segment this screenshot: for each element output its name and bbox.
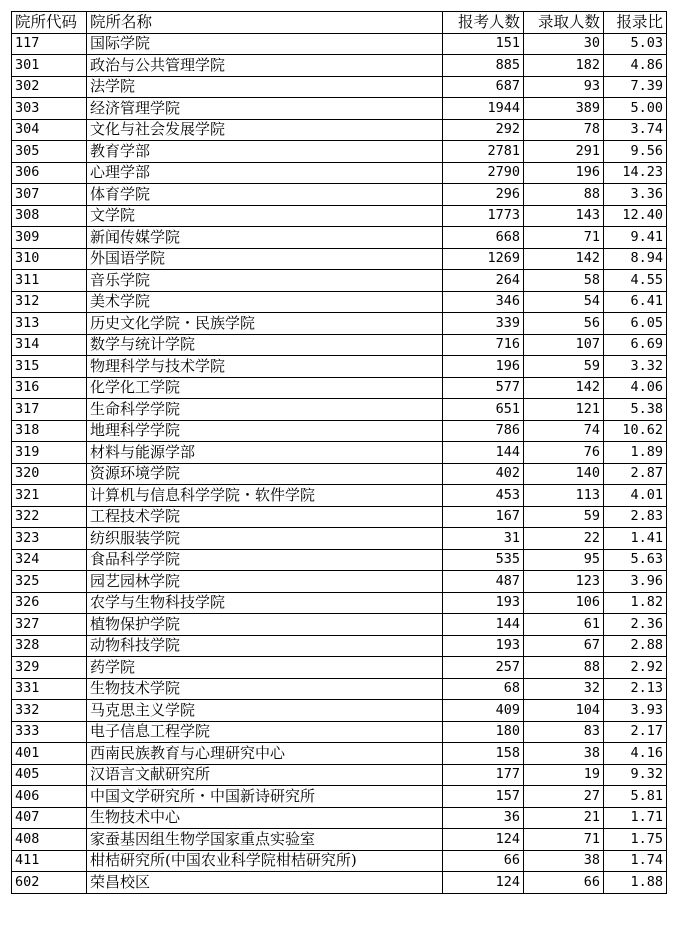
cell-admitted: 67 (524, 635, 604, 657)
table-row (12, 506, 667, 528)
cell-ratio: 3.96 (604, 571, 667, 593)
cell-admitted: 88 (524, 184, 604, 206)
cell-applicants: 144 (443, 614, 524, 636)
cell-ratio: 6.41 (604, 291, 667, 313)
cell-code: 317 (12, 399, 87, 421)
cell-code: 320 (12, 463, 87, 485)
cell-applicants: 2781 (443, 141, 524, 163)
cell-code: 325 (12, 571, 87, 593)
header-code: 院所代码 (12, 12, 87, 34)
cell-ratio: 2.83 (604, 506, 667, 528)
cell-applicants: 487 (443, 571, 524, 593)
cell-code: 305 (12, 141, 87, 163)
cell-ratio: 6.69 (604, 334, 667, 356)
cell-code: 302 (12, 76, 87, 98)
cell-code: 321 (12, 485, 87, 507)
cell-name: 文化与社会发展学院 (87, 119, 443, 141)
table-row (12, 485, 667, 507)
cell-name: 数学与统计学院 (87, 334, 443, 356)
cell-admitted: 291 (524, 141, 604, 163)
cell-code: 311 (12, 270, 87, 292)
table-row (12, 33, 667, 55)
table-row (12, 614, 667, 636)
cell-ratio: 9.32 (604, 764, 667, 786)
cell-code: 411 (12, 850, 87, 872)
table-row (12, 184, 667, 206)
cell-ratio: 2.17 (604, 721, 667, 743)
cell-applicants: 1773 (443, 205, 524, 227)
table-row (12, 399, 667, 421)
cell-code: 324 (12, 549, 87, 571)
table-row (12, 721, 667, 743)
cell-code: 308 (12, 205, 87, 227)
cell-name: 政治与公共管理学院 (87, 55, 443, 77)
cell-name: 园艺园林学院 (87, 571, 443, 593)
cell-code: 401 (12, 743, 87, 765)
table-row (12, 248, 667, 270)
cell-code: 303 (12, 98, 87, 120)
cell-admitted: 104 (524, 700, 604, 722)
table-row (12, 334, 667, 356)
table-row (12, 743, 667, 765)
cell-admitted: 142 (524, 377, 604, 399)
cell-admitted: 71 (524, 227, 604, 249)
cell-applicants: 193 (443, 592, 524, 614)
cell-applicants: 651 (443, 399, 524, 421)
cell-code: 408 (12, 829, 87, 851)
cell-applicants: 346 (443, 291, 524, 313)
cell-code: 318 (12, 420, 87, 442)
cell-code: 602 (12, 872, 87, 894)
cell-code: 332 (12, 700, 87, 722)
cell-ratio: 1.89 (604, 442, 667, 464)
cell-applicants: 167 (443, 506, 524, 528)
table-row (12, 786, 667, 808)
cell-name: 计算机与信息科学学院・软件学院 (87, 485, 443, 507)
cell-admitted: 196 (524, 162, 604, 184)
cell-admitted: 78 (524, 119, 604, 141)
header-row (12, 12, 667, 34)
cell-name: 心理学部 (87, 162, 443, 184)
cell-applicants: 264 (443, 270, 524, 292)
cell-applicants: 1944 (443, 98, 524, 120)
admissions-table (11, 11, 667, 894)
cell-code: 329 (12, 657, 87, 679)
cell-code: 316 (12, 377, 87, 399)
cell-admitted: 71 (524, 829, 604, 851)
cell-ratio: 3.74 (604, 119, 667, 141)
header-ratio: 报录比 (604, 12, 667, 34)
cell-applicants: 339 (443, 313, 524, 335)
cell-code: 306 (12, 162, 87, 184)
cell-admitted: 54 (524, 291, 604, 313)
cell-applicants: 151 (443, 33, 524, 55)
cell-name: 农学与生物科技学院 (87, 592, 443, 614)
table-row (12, 98, 667, 120)
cell-admitted: 74 (524, 420, 604, 442)
cell-name: 马克思主义学院 (87, 700, 443, 722)
cell-ratio: 5.63 (604, 549, 667, 571)
cell-ratio: 2.87 (604, 463, 667, 485)
cell-ratio: 1.41 (604, 528, 667, 550)
cell-name: 生命科学学院 (87, 399, 443, 421)
cell-ratio: 4.06 (604, 377, 667, 399)
cell-name: 新闻传媒学院 (87, 227, 443, 249)
cell-name: 纺织服装学院 (87, 528, 443, 550)
cell-name: 西南民族教育与心理研究中心 (87, 743, 443, 765)
cell-code: 309 (12, 227, 87, 249)
cell-ratio: 9.41 (604, 227, 667, 249)
cell-admitted: 83 (524, 721, 604, 743)
cell-ratio: 3.36 (604, 184, 667, 206)
cell-admitted: 61 (524, 614, 604, 636)
cell-admitted: 113 (524, 485, 604, 507)
cell-ratio: 4.55 (604, 270, 667, 292)
cell-admitted: 21 (524, 807, 604, 829)
cell-admitted: 106 (524, 592, 604, 614)
cell-ratio: 9.56 (604, 141, 667, 163)
table-row (12, 205, 667, 227)
cell-name: 美术学院 (87, 291, 443, 313)
cell-code: 117 (12, 33, 87, 55)
cell-applicants: 36 (443, 807, 524, 829)
cell-applicants: 158 (443, 743, 524, 765)
cell-code: 313 (12, 313, 87, 335)
cell-applicants: 124 (443, 829, 524, 851)
cell-code: 328 (12, 635, 87, 657)
table-row (12, 764, 667, 786)
cell-admitted: 27 (524, 786, 604, 808)
table-row (12, 442, 667, 464)
cell-applicants: 66 (443, 850, 524, 872)
cell-ratio: 2.13 (604, 678, 667, 700)
cell-name: 中国文学研究所・中国新诗研究所 (87, 786, 443, 808)
cell-name: 地理科学学院 (87, 420, 443, 442)
cell-applicants: 157 (443, 786, 524, 808)
cell-code: 406 (12, 786, 87, 808)
cell-applicants: 124 (443, 872, 524, 894)
table-row (12, 829, 667, 851)
header-name: 院所名称 (87, 12, 443, 34)
cell-applicants: 786 (443, 420, 524, 442)
cell-name: 音乐学院 (87, 270, 443, 292)
cell-name: 外国语学院 (87, 248, 443, 270)
cell-admitted: 66 (524, 872, 604, 894)
cell-applicants: 535 (443, 549, 524, 571)
cell-name: 汉语言文献研究所 (87, 764, 443, 786)
cell-admitted: 19 (524, 764, 604, 786)
table-row (12, 872, 667, 894)
cell-name: 国际学院 (87, 33, 443, 55)
cell-admitted: 88 (524, 657, 604, 679)
table-row (12, 528, 667, 550)
cell-ratio: 1.88 (604, 872, 667, 894)
table-row (12, 141, 667, 163)
cell-name: 文学院 (87, 205, 443, 227)
cell-ratio: 14.23 (604, 162, 667, 184)
cell-applicants: 292 (443, 119, 524, 141)
table-row (12, 635, 667, 657)
cell-admitted: 182 (524, 55, 604, 77)
cell-ratio: 4.16 (604, 743, 667, 765)
cell-admitted: 58 (524, 270, 604, 292)
cell-applicants: 668 (443, 227, 524, 249)
cell-admitted: 140 (524, 463, 604, 485)
cell-name: 经济管理学院 (87, 98, 443, 120)
cell-applicants: 453 (443, 485, 524, 507)
table-row (12, 850, 667, 872)
cell-ratio: 2.92 (604, 657, 667, 679)
cell-admitted: 93 (524, 76, 604, 98)
cell-code: 315 (12, 356, 87, 378)
cell-ratio: 1.82 (604, 592, 667, 614)
cell-code: 331 (12, 678, 87, 700)
cell-applicants: 193 (443, 635, 524, 657)
cell-admitted: 143 (524, 205, 604, 227)
cell-admitted: 107 (524, 334, 604, 356)
cell-admitted: 30 (524, 33, 604, 55)
table-row (12, 571, 667, 593)
cell-admitted: 95 (524, 549, 604, 571)
cell-applicants: 716 (443, 334, 524, 356)
cell-applicants: 296 (443, 184, 524, 206)
cell-code: 333 (12, 721, 87, 743)
cell-admitted: 22 (524, 528, 604, 550)
table-row (12, 162, 667, 184)
table-row (12, 377, 667, 399)
table-row (12, 119, 667, 141)
table-row (12, 270, 667, 292)
cell-ratio: 12.40 (604, 205, 667, 227)
cell-ratio: 4.86 (604, 55, 667, 77)
cell-ratio: 2.88 (604, 635, 667, 657)
cell-name: 生物技术学院 (87, 678, 443, 700)
cell-ratio: 7.39 (604, 76, 667, 98)
table-row (12, 420, 667, 442)
cell-applicants: 144 (443, 442, 524, 464)
cell-applicants: 257 (443, 657, 524, 679)
cell-applicants: 1269 (443, 248, 524, 270)
cell-name: 植物保护学院 (87, 614, 443, 636)
cell-ratio: 8.94 (604, 248, 667, 270)
cell-admitted: 121 (524, 399, 604, 421)
cell-code: 405 (12, 764, 87, 786)
header-admitted: 录取人数 (524, 12, 604, 34)
cell-name: 生物技术中心 (87, 807, 443, 829)
cell-applicants: 31 (443, 528, 524, 550)
cell-code: 312 (12, 291, 87, 313)
cell-name: 教育学部 (87, 141, 443, 163)
cell-code: 314 (12, 334, 87, 356)
cell-code: 327 (12, 614, 87, 636)
cell-ratio: 1.75 (604, 829, 667, 851)
cell-ratio: 5.00 (604, 98, 667, 120)
cell-name: 家蚕基因组生物学国家重点实验室 (87, 829, 443, 851)
table-row (12, 227, 667, 249)
table-row (12, 678, 667, 700)
cell-name: 电子信息工程学院 (87, 721, 443, 743)
cell-ratio: 1.71 (604, 807, 667, 829)
table-row (12, 313, 667, 335)
cell-applicants: 177 (443, 764, 524, 786)
cell-name: 物理科学与技术学院 (87, 356, 443, 378)
cell-name: 动物科技学院 (87, 635, 443, 657)
table-row (12, 76, 667, 98)
table-row (12, 463, 667, 485)
cell-ratio: 3.32 (604, 356, 667, 378)
cell-code: 323 (12, 528, 87, 550)
cell-code: 326 (12, 592, 87, 614)
table-row (12, 356, 667, 378)
table-row (12, 700, 667, 722)
cell-ratio: 6.05 (604, 313, 667, 335)
cell-ratio: 10.62 (604, 420, 667, 442)
cell-name: 资源环境学院 (87, 463, 443, 485)
cell-applicants: 687 (443, 76, 524, 98)
cell-admitted: 56 (524, 313, 604, 335)
cell-applicants: 402 (443, 463, 524, 485)
cell-name: 药学院 (87, 657, 443, 679)
cell-admitted: 38 (524, 850, 604, 872)
header-applicants: 报考人数 (443, 12, 524, 34)
cell-admitted: 142 (524, 248, 604, 270)
cell-code: 304 (12, 119, 87, 141)
cell-name: 荣昌校区 (87, 872, 443, 894)
cell-applicants: 2790 (443, 162, 524, 184)
cell-admitted: 123 (524, 571, 604, 593)
cell-name: 柑桔研究所(中国农业科学院柑桔研究所) (87, 850, 443, 872)
table-row (12, 291, 667, 313)
cell-code: 310 (12, 248, 87, 270)
table-row (12, 657, 667, 679)
cell-ratio: 5.38 (604, 399, 667, 421)
cell-applicants: 68 (443, 678, 524, 700)
cell-ratio: 3.93 (604, 700, 667, 722)
cell-applicants: 409 (443, 700, 524, 722)
cell-admitted: 389 (524, 98, 604, 120)
cell-name: 化学化工学院 (87, 377, 443, 399)
cell-name: 法学院 (87, 76, 443, 98)
table-row (12, 592, 667, 614)
cell-ratio: 2.36 (604, 614, 667, 636)
cell-code: 301 (12, 55, 87, 77)
table-row (12, 55, 667, 77)
table-row (12, 807, 667, 829)
table-row (12, 549, 667, 571)
cell-applicants: 577 (443, 377, 524, 399)
cell-admitted: 38 (524, 743, 604, 765)
cell-applicants: 885 (443, 55, 524, 77)
cell-code: 319 (12, 442, 87, 464)
cell-name: 体育学院 (87, 184, 443, 206)
cell-name: 历史文化学院・民族学院 (87, 313, 443, 335)
cell-admitted: 59 (524, 506, 604, 528)
cell-ratio: 5.03 (604, 33, 667, 55)
cell-admitted: 32 (524, 678, 604, 700)
cell-applicants: 180 (443, 721, 524, 743)
cell-ratio: 5.81 (604, 786, 667, 808)
cell-name: 工程技术学院 (87, 506, 443, 528)
cell-code: 407 (12, 807, 87, 829)
cell-admitted: 59 (524, 356, 604, 378)
cell-name: 食品科学学院 (87, 549, 443, 571)
cell-ratio: 4.01 (604, 485, 667, 507)
cell-name: 材料与能源学部 (87, 442, 443, 464)
cell-applicants: 196 (443, 356, 524, 378)
cell-code: 307 (12, 184, 87, 206)
cell-code: 322 (12, 506, 87, 528)
cell-ratio: 1.74 (604, 850, 667, 872)
cell-admitted: 76 (524, 442, 604, 464)
